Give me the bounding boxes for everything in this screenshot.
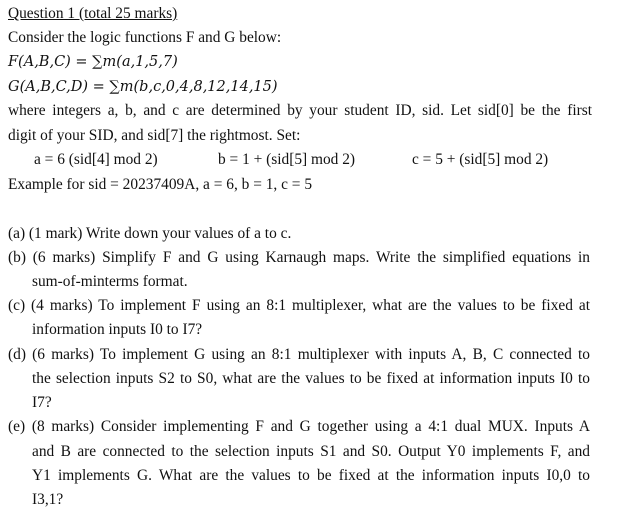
part-c-line-1: (c) (4 marks) To implement F using an 8:1 multiplexer, what are the values to be fixed at [8,297,590,314]
part-a: (a) (1 mark) Write down your values of a to c. [8,225,292,242]
set-b: b = 1 + (sid[5] mod 2) [218,151,356,168]
part-e-line-2: and B are connected to the selection inputs S1 and S0. Output Y0 implements F, and [32,443,590,460]
set-c: c = 5 + (sid[5] mod 2) [412,151,549,168]
set-a: a = 6 (sid[4] mod 2) [34,151,158,168]
example-line: Example for sid = 20237409A, a = 6, b = 1, c = 5 [8,176,313,193]
where-line-2: digit of your SID, and sid[7] the rightmost. Set: [8,127,301,144]
part-d-line-3: I7? [32,394,52,411]
f-equation: F(A,B,C) = ∑m(a,1,5,7) [8,54,178,70]
part-d-line-1: (d) (6 marks) To implement G using an 8:1 multiplexer with inputs A, B, C connected to [8,346,590,363]
g-equation: G(A,B,C,D) = ∑m(b,c,0,4,8,12,14,15) [8,79,278,95]
part-e-line-3: Y1 implements G. What are the values to be fixed at the information inputs I0,0 to [32,467,590,484]
part-d-line-2: the selection inputs S2 to S0, what are the values to be fixed at information inputs I0 to [32,370,590,387]
question-title: Question 1 (total 25 marks) [8,5,178,22]
part-c-line-2: information inputs I0 to I7? [32,321,203,338]
part-e-line-1: (e) (8 marks) Consider implementing F and G together using a 4:1 dual MUX. Inputs A [8,418,590,435]
part-e-line-4: I3,1? [32,491,64,508]
intro-text: Consider the logic functions F and G below: [8,29,282,46]
where-line-1: where integers a, b, and c are determined by your student ID, sid. Let sid[0] be the first [8,102,592,119]
part-b-line-2: sum-of-minterms format. [32,273,188,290]
part-b-line-1: (b) (6 marks) Simplify F and G using Karnaugh maps. Write the simplified equations in [8,249,590,266]
